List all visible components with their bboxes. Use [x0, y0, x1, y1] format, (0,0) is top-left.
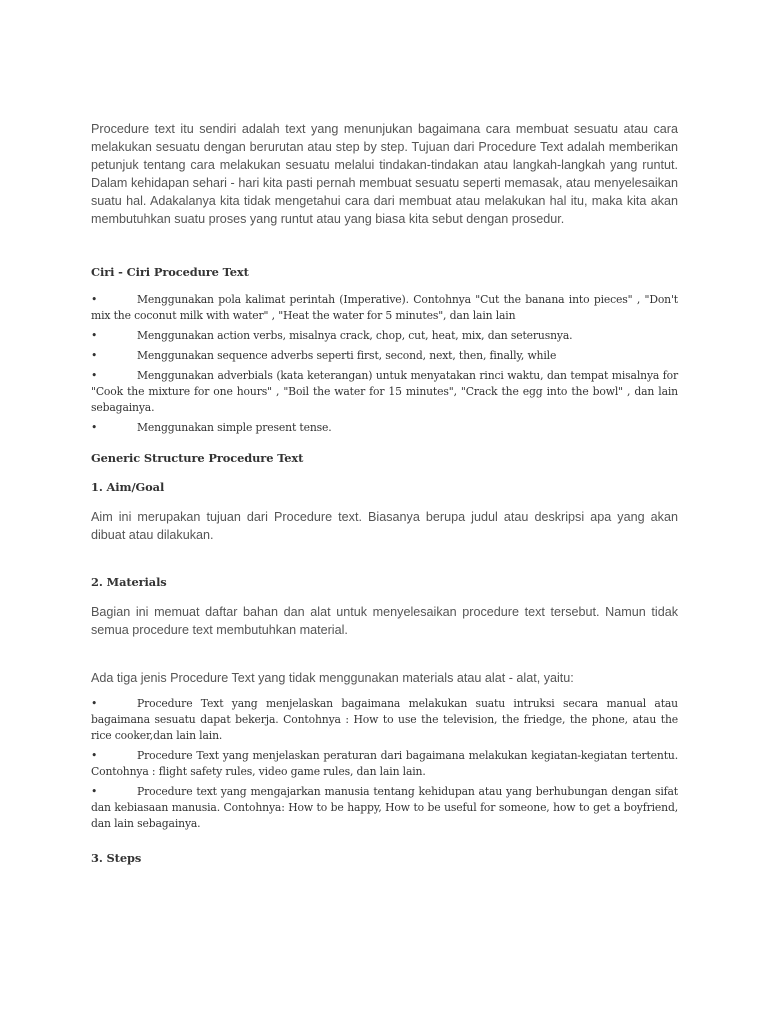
- document-page: [91, 120, 678, 866]
- materials-types-intro: Ada tiga jenis Procedure Text yang tidak menggunakan materials atau alat - alat, yaitu:: [91, 671, 574, 685]
- bullet-icon: •: [91, 421, 98, 434]
- aim-heading: 1. Aim/Goal: [91, 480, 165, 494]
- list-item: • Menggunakan adverbials (kata keterangan) untuk menyatakan rinci waktu, dan tempat misalnya for "Cook the mixture for one hours" , "Boil the water for 15 minutes", "Crack the egg into the bowl" , dan lain sebagainya.: [91, 369, 678, 414]
- bullet-icon: •: [91, 697, 98, 710]
- steps-heading: 3. Steps: [91, 851, 142, 865]
- list-item: • Procedure Text yang menjelaskan bagaimana melakukan suatu intruksi secara manual atau bagaimana sesuatu dapat bekerja. Contohnya : How to use the television, the friedge, the phone, atau the rice cooker,dan lain lain.: [91, 697, 678, 742]
- list-item: • Procedure Text yang menjelaskan peraturan dari bagaimana melakukan kegiatan-kegiatan tertentu. Contohnya : flight safety rules, video game rules, dan lain lain.: [91, 749, 678, 778]
- list-item: • Menggunakan simple present tense.: [91, 421, 332, 434]
- bullet-icon: •: [91, 369, 98, 382]
- intro-paragraph: Procedure text itu sendiri adalah text yang menunjukan bagaimana cara membuat sesuatu atau cara melakukan sesuatu dengan berurutan atau step by step. Tujuan dari Procedure Text adalah memberikan petunjuk tentang cara melakukan sesuatu melalui tindakan-tindakan atau langkah-langkah yang runtut. Dalam kehidapan sehari - hari kita pasti pernah membuat sesuatu seperti memasak, atau menyelesaikan suatu hal. Adakalanya kita tidak mengetahui cara dari membuat atau melakukan hal itu, maka kita akan membutuhkan suatu proses yang runtut atau yang biasa kita sebut dengan prosedur.: [91, 122, 678, 226]
- list-item: • Menggunakan sequence adverbs seperti first, second, next, then, finally, while: [91, 349, 557, 362]
- aim-paragraph: Aim ini merupakan tujuan dari Procedure text. Biasanya berupa judul atau deskripsi apa yang akan dibuat atau dilakukan.: [91, 510, 678, 542]
- bullet-icon: •: [91, 293, 98, 306]
- bullet-icon: •: [91, 785, 98, 798]
- materials-types-list: [91, 696, 678, 832]
- bullet-icon: •: [91, 329, 98, 342]
- list-item: • Menggunakan action verbs, misalnya crack, chop, cut, heat, mix, dan seterusnya.: [91, 329, 573, 342]
- materials-paragraph: Bagian ini memuat daftar bahan dan alat untuk menyelesaikan procedure text tersebut. Namun tidak semua procedure text membutuhkan material.: [91, 605, 678, 637]
- bullet-icon: •: [91, 349, 98, 362]
- bullet-icon: •: [91, 749, 98, 762]
- list-item: • Menggunakan pola kalimat perintah (Imperative). Contohnya "Cut the banana into pieces" , "Don't mix the coconut milk with water" , "Heat the water for 5 minutes", dan lain lain: [91, 293, 678, 322]
- list-item: • Procedure text yang mengajarkan manusia tentang kehidupan atau yang berhubungan dengan sifat dan kebiasaan manusia. Contohnya: How to be happy, How to be useful for someone, how to get a boyfriend, dan lain sebagainya.: [91, 785, 678, 830]
- ciri-list: [91, 292, 678, 436]
- ciri-heading: Ciri - Ciri Procedure Text: [91, 265, 249, 279]
- generic-structure-heading: Generic Structure Procedure Text: [91, 451, 304, 465]
- materials-heading: 2. Materials: [91, 575, 167, 589]
